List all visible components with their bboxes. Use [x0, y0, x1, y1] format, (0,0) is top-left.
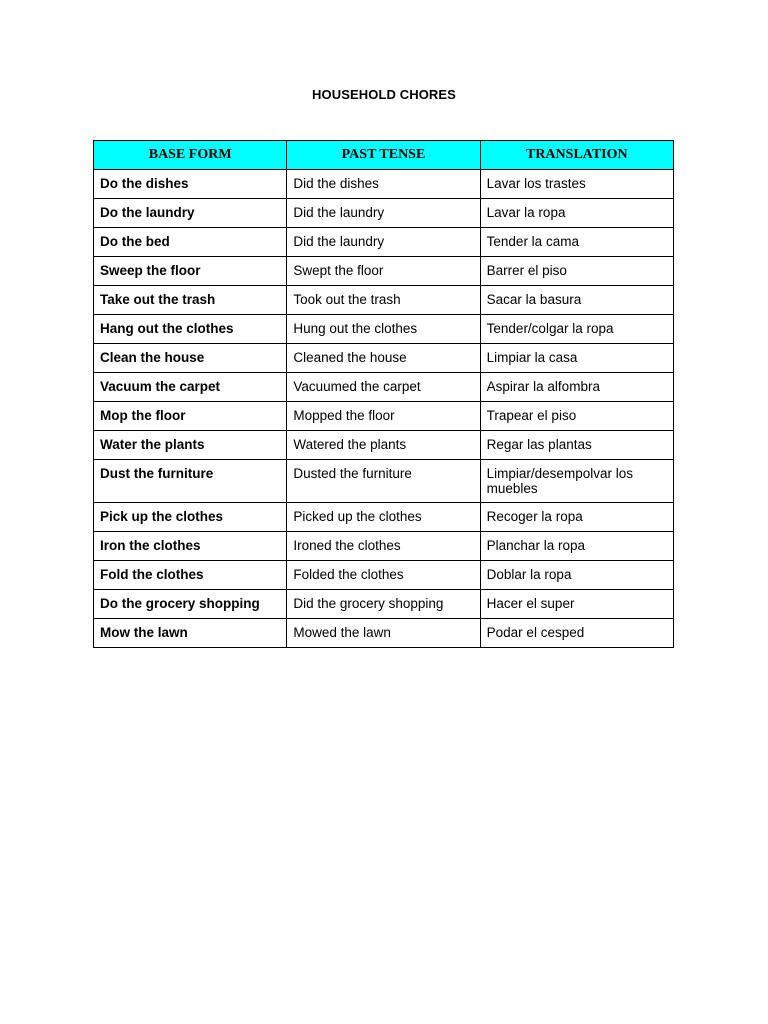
table-row: [94, 402, 674, 431]
base-form-cell: Take out the trash: [94, 286, 287, 315]
base-form-cell: Mop the floor: [94, 402, 287, 431]
table-row: [94, 431, 674, 460]
table-row: [94, 315, 674, 344]
table-row: [94, 619, 674, 648]
base-form-cell: Dust the furniture: [94, 460, 287, 503]
table-row: [94, 532, 674, 561]
header-translation: TRANSLATION: [480, 141, 673, 170]
table-row: [94, 561, 674, 590]
past-tense-cell: Took out the trash: [287, 286, 480, 315]
past-tense-cell: Watered the plants: [287, 431, 480, 460]
table-header-row: [94, 141, 674, 170]
base-form-cell: Fold the clothes: [94, 561, 287, 590]
table-row: [94, 590, 674, 619]
table-body: [94, 170, 674, 648]
base-form-cell: Sweep the floor: [94, 257, 287, 286]
base-form-cell: Clean the house: [94, 344, 287, 373]
translation-cell: Aspirar la alfombra: [480, 373, 673, 402]
translation-cell: Hacer el super: [480, 590, 673, 619]
base-form-cell: Do the dishes: [94, 170, 287, 199]
past-tense-cell: Folded the clothes: [287, 561, 480, 590]
document-title: HOUSEHOLD CHORES: [312, 87, 456, 102]
table-row: [94, 286, 674, 315]
past-tense-cell: Did the laundry: [287, 199, 480, 228]
table-row: [94, 344, 674, 373]
past-tense-cell: Mowed the lawn: [287, 619, 480, 648]
base-form-cell: Do the laundry: [94, 199, 287, 228]
past-tense-cell: Swept the floor: [287, 257, 480, 286]
translation-cell: Limpiar la casa: [480, 344, 673, 373]
table-row: [94, 170, 674, 199]
translation-cell: Sacar la basura: [480, 286, 673, 315]
base-form-cell: Do the grocery shopping: [94, 590, 287, 619]
table-row: [94, 257, 674, 286]
base-form-cell: Hang out the clothes: [94, 315, 287, 344]
base-form-cell: Vacuum the carpet: [94, 373, 287, 402]
translation-cell: Trapear el piso: [480, 402, 673, 431]
past-tense-cell: Vacuumed the carpet: [287, 373, 480, 402]
past-tense-cell: Cleaned the house: [287, 344, 480, 373]
past-tense-cell: Did the laundry: [287, 228, 480, 257]
translation-cell: Barrer el piso: [480, 257, 673, 286]
base-form-cell: Pick up the clothes: [94, 503, 287, 532]
past-tense-cell: Did the grocery shopping: [287, 590, 480, 619]
translation-cell: Tender la cama: [480, 228, 673, 257]
header-base-form: BASE FORM: [94, 141, 287, 170]
table-row: [94, 199, 674, 228]
past-tense-cell: Hung out the clothes: [287, 315, 480, 344]
table-row: [94, 373, 674, 402]
past-tense-cell: Did the dishes: [287, 170, 480, 199]
table-row: [94, 228, 674, 257]
past-tense-cell: Dusted the furniture: [287, 460, 480, 503]
translation-cell: Tender/colgar la ropa: [480, 315, 673, 344]
table-row: [94, 460, 674, 503]
translation-cell: Planchar la ropa: [480, 532, 673, 561]
base-form-cell: Iron the clothes: [94, 532, 287, 561]
translation-cell: Recoger la ropa: [480, 503, 673, 532]
translation-cell: Lavar la ropa: [480, 199, 673, 228]
header-past-tense: PAST TENSE: [287, 141, 480, 170]
base-form-cell: Mow the lawn: [94, 619, 287, 648]
table-row: [94, 503, 674, 532]
chores-table: [93, 140, 674, 648]
past-tense-cell: Mopped the floor: [287, 402, 480, 431]
past-tense-cell: Picked up the clothes: [287, 503, 480, 532]
translation-cell: Lavar los trastes: [480, 170, 673, 199]
base-form-cell: Do the bed: [94, 228, 287, 257]
translation-cell: Doblar la ropa: [480, 561, 673, 590]
base-form-cell: Water the plants: [94, 431, 287, 460]
translation-cell: Podar el cesped: [480, 619, 673, 648]
translation-cell: Regar las plantas: [480, 431, 673, 460]
translation-cell: Limpiar/desempolvar los muebles: [480, 460, 673, 503]
past-tense-cell: Ironed the clothes: [287, 532, 480, 561]
